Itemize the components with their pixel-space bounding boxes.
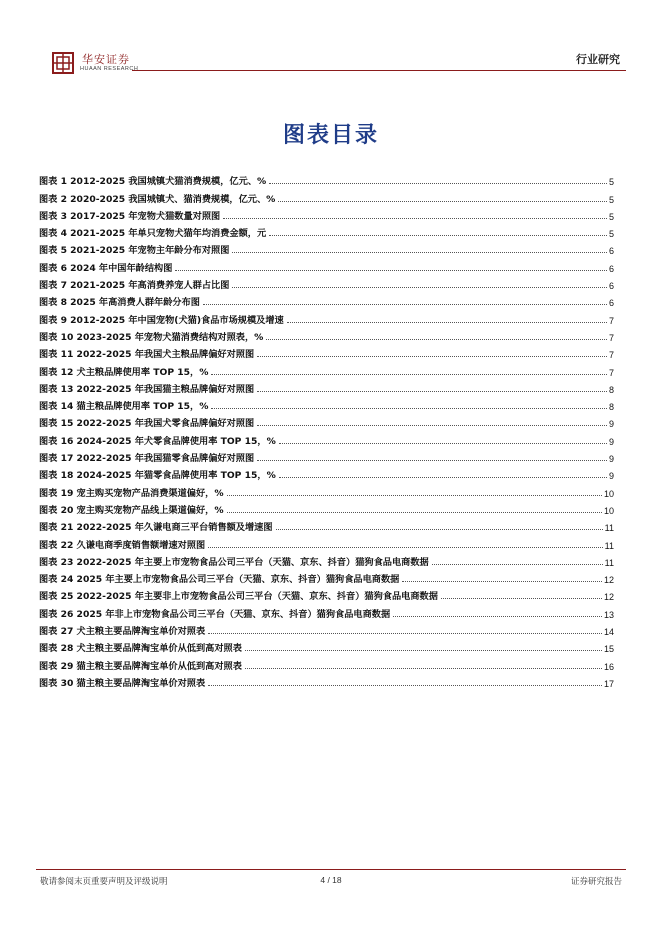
table-of-figures	[39, 170, 614, 689]
toc-entry-page: 11	[604, 540, 614, 551]
toc-entry-page: 7	[608, 332, 614, 343]
toc-entry-label: 图表 30 猫主粮主要品牌淘宝单价对照表	[39, 677, 206, 689]
toc-entry-label: 图表 9 2012-2025 年中国宠物(犬猫)食品市场规模及增速	[39, 314, 284, 326]
page-header	[36, 48, 626, 78]
toc-entry-page: 8	[608, 402, 614, 413]
toc-entry-page: 5	[608, 229, 614, 240]
toc-entry[interactable]	[39, 585, 614, 602]
toc-entry-page: 5	[608, 194, 614, 205]
toc-entry[interactable]	[39, 256, 614, 273]
toc-leader-dots	[269, 183, 607, 184]
toc-entry-label: 图表 13 2022-2025 年我国猫主粮品牌偏好对照图	[39, 383, 255, 395]
toc-entry[interactable]	[39, 551, 614, 568]
toc-entry[interactable]	[39, 343, 614, 360]
toc-entry[interactable]	[39, 602, 614, 619]
toc-entry-label: 图表 29 猫主粮主要品牌淘宝单价从低到高对照表	[39, 660, 242, 672]
toc-entry-page: 13	[603, 609, 614, 620]
toc-leader-dots	[278, 201, 607, 202]
toc-entry[interactable]	[39, 568, 614, 585]
toc-entry[interactable]	[39, 637, 614, 654]
toc-entry-page: 17	[603, 678, 614, 689]
toc-entry-label: 图表 5 2021-2025 年宠物主年龄分布对照图	[39, 245, 230, 257]
toc-leader-dots	[269, 235, 607, 236]
toc-entry-page: 9	[608, 419, 614, 430]
toc-entry-label: 图表 22 久谦电商季度销售额增速对照图	[39, 539, 206, 551]
toc-entry-page: 12	[603, 592, 614, 603]
toc-entry-page: 7	[608, 350, 614, 361]
toc-entry-page: 11	[604, 523, 614, 534]
toc-entry-label: 图表 21 2022-2025 年久谦电商三平台销售额及增速图	[39, 522, 273, 534]
header-divider	[132, 70, 626, 71]
toc-entry[interactable]	[39, 222, 614, 239]
toc-entry-page: 10	[603, 505, 614, 516]
section-label: 行业研究	[576, 53, 620, 66]
toc-entry[interactable]	[39, 481, 614, 498]
toc-leader-dots	[441, 598, 602, 599]
toc-entry-page: 6	[608, 246, 614, 257]
toc-leader-dots	[232, 252, 607, 253]
toc-entry[interactable]	[39, 464, 614, 481]
footer-disclaimer: 敬请参阅末页重要声明及评级说明	[40, 877, 168, 887]
toc-entry[interactable]	[39, 187, 614, 204]
toc-entry[interactable]	[39, 499, 614, 516]
toc-entry-page: 14	[603, 627, 614, 638]
toc-entry[interactable]	[39, 412, 614, 429]
toc-entry[interactable]	[39, 620, 614, 637]
toc-leader-dots	[208, 547, 602, 548]
toc-entry[interactable]	[39, 447, 614, 464]
toc-entry[interactable]	[39, 326, 614, 343]
page-number: 4 / 18	[320, 875, 342, 885]
toc-entry-label: 图表 12 犬主粮品牌使用率 TOP 15，%	[39, 366, 209, 378]
toc-entry[interactable]	[39, 672, 614, 689]
toc-entry-label: 图表 23 2022-2025 年主要上市宠物食品公司三平台（天猫、京东、抖音）猫狗食品电商数据	[39, 556, 429, 568]
toc-leader-dots	[279, 443, 607, 444]
toc-entry-page: 12	[603, 575, 614, 586]
toc-leader-dots	[402, 581, 602, 582]
toc-entry-page: 16	[603, 661, 614, 672]
toc-entry-page: 8	[608, 384, 614, 395]
toc-entry-page: 9	[608, 454, 614, 465]
toc-entry-page: 9	[608, 471, 614, 482]
toc-entry-label: 图表 7 2021-2025 年高消费养宠人群占比图	[39, 280, 230, 292]
toc-leader-dots	[208, 685, 602, 686]
toc-leader-dots	[245, 650, 602, 651]
page-title: 图表目录	[282, 123, 379, 148]
huaan-logo-icon	[52, 52, 74, 74]
toc-entry-label: 图表 4 2021-2025 年单只宠物犬猫年均消费金额，元	[39, 228, 267, 240]
toc-leader-dots	[175, 270, 607, 271]
toc-entry[interactable]	[39, 274, 614, 291]
toc-entry-page: 7	[608, 367, 614, 378]
toc-entry[interactable]	[39, 654, 614, 671]
toc-leader-dots	[257, 356, 607, 357]
toc-entry-page: 15	[603, 644, 614, 655]
toc-entry-label: 图表 19 宠主购买宠物产品消费渠道偏好，%	[39, 487, 224, 499]
toc-entry-label: 图表 17 2022-2025 年我国猫零食品牌偏好对照图	[39, 453, 255, 465]
toc-leader-dots	[245, 668, 602, 669]
toc-entry[interactable]	[39, 360, 614, 377]
toc-entry-label: 图表 18 2024-2025 年猫零食品牌使用率 TOP 15，%	[39, 470, 276, 482]
toc-entry[interactable]	[39, 239, 614, 256]
toc-entry-label: 图表 3 2017-2025 年宠物犬猫数量对照图	[39, 210, 221, 222]
toc-entry-page: 10	[603, 488, 614, 499]
toc-leader-dots	[257, 391, 607, 392]
toc-entry[interactable]	[39, 291, 614, 308]
toc-leader-dots	[432, 564, 603, 565]
toc-leader-dots	[266, 339, 607, 340]
toc-leader-dots	[211, 408, 607, 409]
toc-leader-dots	[232, 287, 607, 288]
toc-entry-label: 图表 25 2022-2025 年主要非上市宠物食品公司三平台（天猫、京东、抖音）猫狗食品电商数据	[39, 591, 438, 603]
toc-entry-page: 6	[608, 281, 614, 292]
toc-entry-label: 图表 2 2020-2025 我国城镇犬、猫消费规模，亿元、%	[39, 193, 276, 205]
toc-leader-dots	[227, 495, 602, 496]
logo-subtext: HUAAN RESEARCH	[80, 66, 139, 72]
toc-leader-dots	[257, 460, 607, 461]
toc-entry-label: 图表 14 猫主粮品牌使用率 TOP 15，%	[39, 401, 209, 413]
toc-entry-label: 图表 20 宠主购买宠物产品线上渠道偏好，%	[39, 504, 224, 516]
toc-entry-label: 图表 11 2022-2025 年我国犬主粮品牌偏好对照图	[39, 349, 255, 361]
toc-leader-dots	[393, 616, 602, 617]
toc-entry-page: 9	[608, 436, 614, 447]
toc-entry-label: 图表 6 2024 年中国年龄结构图	[39, 262, 173, 274]
toc-leader-dots	[223, 218, 607, 219]
toc-entry-label: 图表 26 2025 年非上市宠物食品公司三平台（天猫、京东、抖音）猫狗食品电商数据	[39, 608, 391, 620]
toc-entry-label: 图表 16 2024-2025 年犬零食品牌使用率 TOP 15，%	[39, 435, 276, 447]
footer-divider	[36, 869, 626, 870]
toc-entry-page: 6	[608, 263, 614, 274]
toc-entry-page: 5	[608, 177, 614, 188]
toc-entry-page: 5	[608, 211, 614, 222]
toc-leader-dots	[227, 512, 602, 513]
toc-entry-page: 11	[604, 557, 614, 568]
toc-entry-label: 图表 28 犬主粮主要品牌淘宝单价从低到高对照表	[39, 643, 242, 655]
toc-entry[interactable]	[39, 170, 614, 187]
toc-leader-dots	[211, 374, 607, 375]
toc-entry[interactable]	[39, 205, 614, 222]
logo-text: 华安证券	[82, 53, 130, 66]
toc-entry-label: 图表 24 2025 年主要上市宠物食品公司三平台（天猫、京东、抖音）猫狗食品电商数据	[39, 574, 400, 586]
toc-leader-dots	[276, 529, 603, 530]
toc-entry-label: 图表 10 2023-2025 年宠物犬猫消费结构对照表，%	[39, 331, 264, 343]
footer-report-type: 证券研究报告	[570, 877, 622, 887]
toc-entry-page: 7	[608, 315, 614, 326]
toc-leader-dots	[279, 477, 607, 478]
toc-entry-label: 图表 8 2025 年高消费人群年龄分布图	[39, 297, 200, 309]
toc-entry-label: 图表 1 2012-2025 我国城镇犬猫消费规模，亿元、%	[39, 176, 267, 188]
toc-leader-dots	[287, 322, 607, 323]
toc-leader-dots	[208, 633, 602, 634]
toc-entry[interactable]	[39, 308, 614, 325]
toc-entry[interactable]	[39, 378, 614, 395]
toc-entry[interactable]	[39, 429, 614, 446]
toc-leader-dots	[203, 304, 607, 305]
toc-entry-label: 图表 15 2022-2025 年我国犬零食品牌偏好对照图	[39, 418, 255, 430]
toc-leader-dots	[257, 425, 607, 426]
toc-entry-label: 图表 27 犬主粮主要品牌淘宝单价对照表	[39, 626, 206, 638]
toc-entry[interactable]	[39, 533, 614, 550]
toc-entry[interactable]	[39, 516, 614, 533]
toc-entry-page: 6	[608, 298, 614, 309]
toc-entry[interactable]	[39, 395, 614, 412]
